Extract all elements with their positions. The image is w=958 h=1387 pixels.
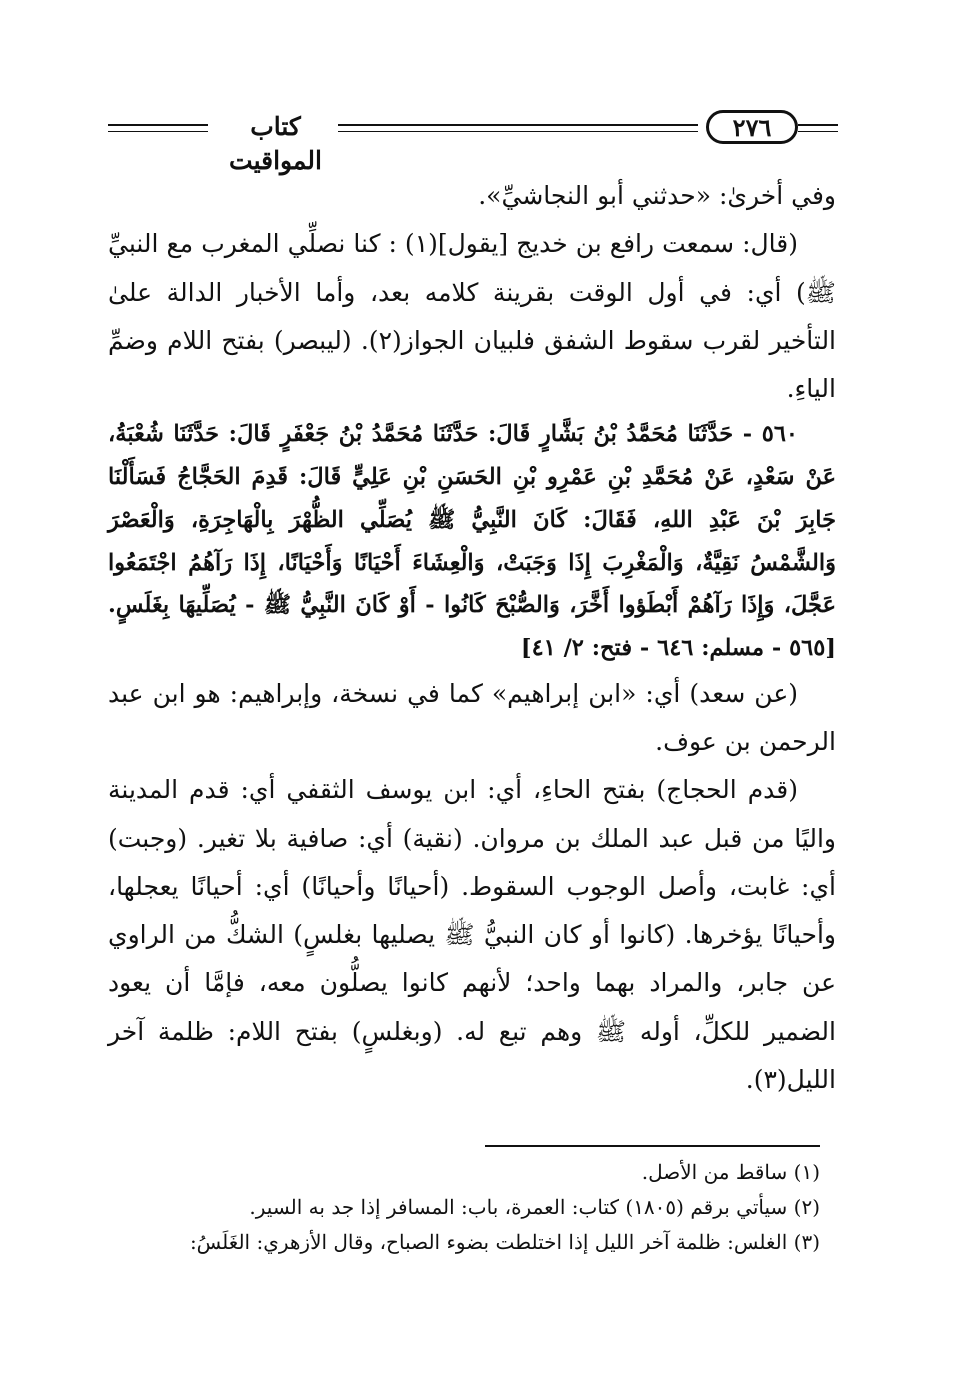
paragraph-1: وفي أخرىٰ: «حدثني أبو النجاشيِّ». <box>478 181 836 210</box>
footnote-separator <box>485 1145 820 1147</box>
footnotes <box>108 1155 820 1260</box>
header-rule-middle <box>338 124 698 132</box>
footnote-2: (٢) سيأتي برقم (١٨٠٥) كتاب: العمرة، باب: المسافر إذا جد به السير. <box>249 1195 820 1219</box>
page-body <box>108 172 836 1104</box>
paragraph-4: (عن سعد) أي: «ابن إبراهيم» كما في نسخة، وإبراهيم: هو ابن عبد الرحمن بن عوف. <box>108 678 836 756</box>
book-title: كتاب المواقيت <box>229 112 322 175</box>
paragraph-2: (قال: سمعت رافع بن خديج [يقول](١) : كنا نصلِّي المغرب مع النبيِّ ﷺ) أي: في أول الوقت بقرينة كلامه بعد، وأما الأخبار الدالة علىٰ التأخير لقرب سقوط الشفق فلبيان الجواز(٢). (ليبصر) بفتح اللام وضمِّ الياءِ. <box>108 229 837 403</box>
footnote-1: (١) ساقط من الأصل. <box>641 1160 820 1184</box>
header-rule-left <box>108 124 208 132</box>
paragraph-5: (قدم الحجاج) بفتح الحاءِ، أي: ابن يوسف الثقفي أي: قدم المدينة واليًا من قبل عبد الملك بن مروان. (نقية) أي: صافية بلا تغير. (وجبت) أي: غابت، وأصل الوجوب السقوط. (أحيانًا وأحيانًا) أي: أحيانًا يعجلها، وأحيانًا يؤخرها. (كانوا أو كان النبيُّ ﷺ يصليها بغلسٍ) الشكُّ من الراوي عن جابر، والمراد بهما واحد؛ لأنهم كانوا يصلُّون معه، فإمَّا أن يعود الضمير للكلِّ، أوله ﷺ وهم تبع له. (وبغلسٍ) بفتح اللام: ظلمة آخر الليل(٣). <box>108 775 836 1094</box>
page-number: ٢٧٦ <box>706 110 798 144</box>
page-header <box>108 110 836 175</box>
footnote-3: (٣) الغلس: ظلمة آخر الليل إذا اختلطت بضوء الصباح، وقال الأزهري: الغَلَسُ: <box>189 1230 820 1254</box>
header-rule-right <box>798 124 838 132</box>
hadith-560: ٥٦٠ - حَدَّثَنَا مُحَمَّدُ بْنُ بَشَّارٍ قَالَ: حَدَّثَنَا مُحَمَّدُ بْنُ جَعْفَرٍ قَالَ: حَدَّثَنَا شُعْبَةُ، عَنْ سَعْدٍ، عَنْ مُحَمَّدِ بْنِ عَمْرِو بْنِ الحَسَنِ بْنِ عَلِيٍّ قَالَ: قَدِمَ الحَجَّاجُ فَسَأَلْنَا جَابِرَ بْنَ عَبْدِ اللهِ، فَقَالَ: كَانَ النَّبِيُّ ﷺ يُصَلِّي الظُّهْرَ بِالْهَاجِرَةِ، وَالْعَصْرَ وَالشَّمْسُ نَقِيَّةٌ، وَالْمَغْرِبَ إِذَا وَجَبَتْ، وَالْعِشَاءَ أَحْيَانًا وَأَحْيَانًا، إِذَا رَآهُمُ اجْتَمَعُوا عَجَّلَ، وَإِذَا رَآهُمْ أَبْطَؤوا أَخَّرَ، وَالصُّبْحَ كَانُوا - أَوْ كَانَ النَّبِيُّ ﷺ - يُصَلِّيهَا بِغَلَسٍ. [٥٦٥ - مسلم: ٦٤٦ - فتح: ٢/ ٤١] <box>108 421 836 661</box>
